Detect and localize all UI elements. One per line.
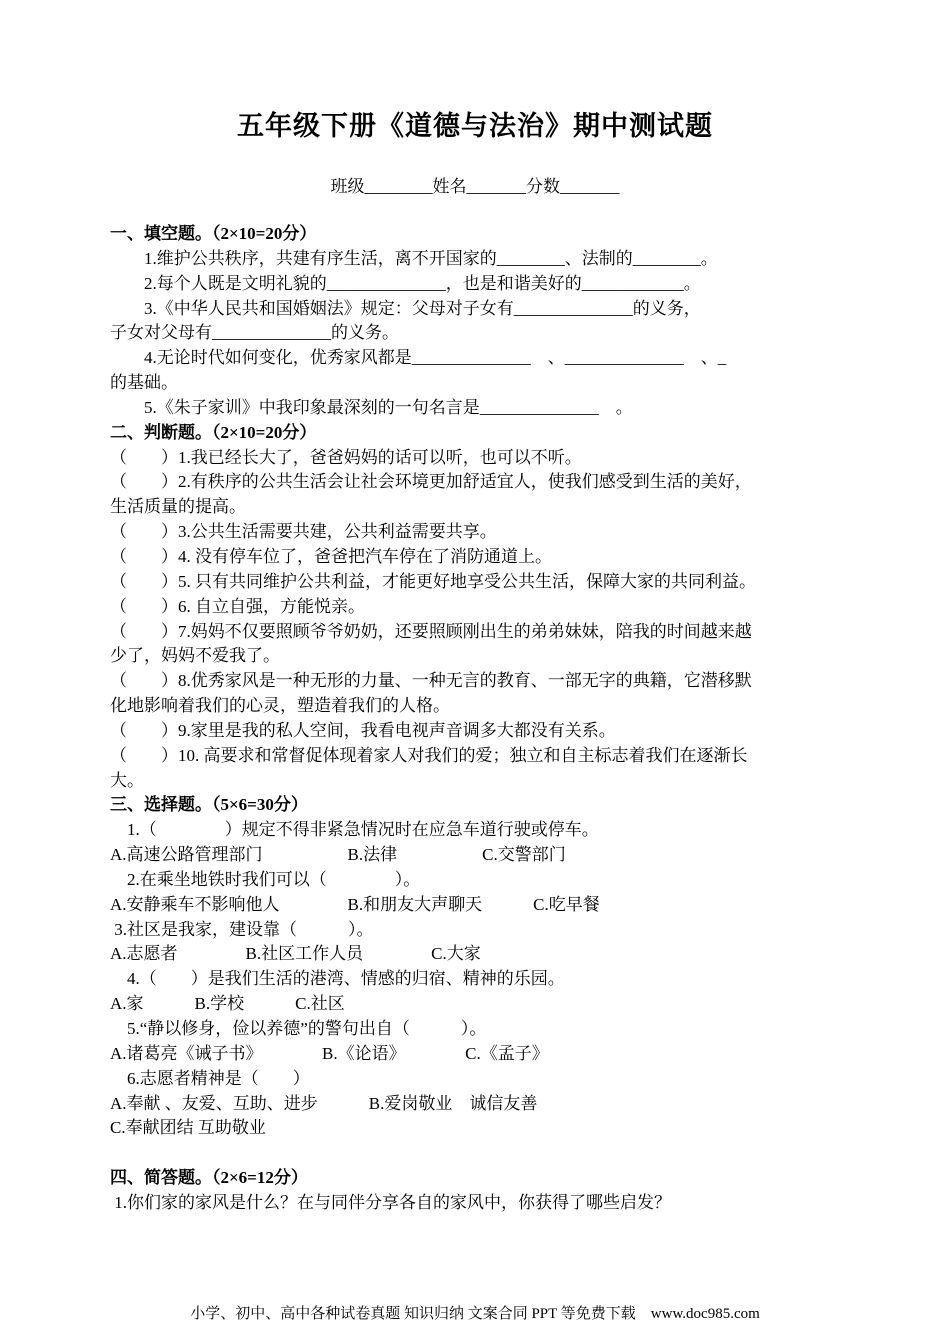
question-line: （ ）8.优秀家风是一种无形的力量、一种无言的教育、一部无字的典籍，它潜移默 — [110, 671, 752, 691]
question-line: 生活质量的提高。 — [110, 497, 246, 517]
question-line: 2.在乘坐地铁时我们可以（ ）。 — [110, 869, 421, 889]
question-line: 1.（ ）规定不得非紧急情况时在应急车道行驶或停车。 — [110, 820, 599, 840]
exam-content — [110, 222, 850, 1216]
question-line: A.家 B.学校 C.社区 — [110, 994, 345, 1014]
question-line: （ ）5. 只有共同维护公共利益，才能更好地享受公共生活，保障大家的共同利益。 — [110, 571, 756, 591]
question-line: （ ）2.有秩序的公共生活会让社会环境更加舒适宜人，使我们感受到生活的美好， — [110, 472, 752, 492]
question-line: 子女对父母有______________的义务。 — [110, 323, 399, 343]
question-line: 3.《中华人民共和国婚姻法》规定：父母对子女有______________的义务， — [110, 298, 701, 318]
question-line: 4.（ ）是我们生活的港湾、情感的归宿、精神的乐园。 — [110, 969, 565, 989]
section-heading: 四、简答题。（2×6=12分） — [110, 1168, 308, 1188]
question-line: （ ）3.公共生活需要共建，公共利益需要共享。 — [110, 522, 497, 542]
question-line: A.高速公路管理部门 B.法律 C.交警部门 — [110, 845, 566, 865]
question-line: （ ）10. 高要求和常督促体现着家人对我们的爱；独立和自主标志着我们在逐渐长 — [110, 745, 748, 765]
question-line: C.奉献团结 互助敬业 — [110, 1118, 266, 1138]
question-line: （ ）9.家里是我的私人空间，我看电视声音调多大都没有关系。 — [110, 720, 616, 740]
question-line: 3.社区是我家，建设靠（ ）。 — [110, 919, 374, 939]
question-line: 1.维护公共秩序，共建有序生活，离不开国家的________、法制的________。 — [110, 248, 718, 268]
question-line: A.志愿者 B.社区工作人员 C.大家 — [110, 944, 481, 964]
student-info-line: 班级________姓名_______分数_______ — [330, 177, 620, 196]
section-heading: 二、判断题。（2×10=20分） — [110, 422, 317, 442]
question-line: A.安静乘车不影响他人 B.和朋友大声聊天 C.吃早餐 — [110, 894, 600, 914]
question-line: 4.无论时代如何变化，优秀家风都是______________ 、______________ 、_ — [110, 348, 727, 368]
question-line: （ ）7.妈妈不仅要照顾爷爷奶奶，还要照顾刚出生的弟弟妹妹，陪我的时间越来越 — [110, 621, 752, 641]
section-heading: 三、选择题。（5×6=30分） — [110, 795, 308, 815]
spacer — [110, 1141, 850, 1166]
question-line: （ ）1.我已经长大了，爸爸妈妈的话可以听，也可以不听。 — [110, 447, 582, 467]
question-line: 的基础。 — [110, 373, 178, 393]
question-line: 1.你们家的家风是什么？在与同伴分享各自的家风中，你获得了哪些启发？ — [110, 1192, 671, 1212]
question-line: 5.《朱子家训》中我印象最深刻的一句名言是______________ 。 — [110, 397, 633, 417]
section-heading: 一、填空题。（2×10=20分） — [110, 224, 317, 243]
question-line: 2.每个人既是文明礼貌的______________，也是和谐美好的____________。 — [110, 273, 701, 293]
footer-text: 小学、初中、高中各种试卷真题 知识归纳 文案合同 PPT 等免费下载 www.doc985.com — [190, 1306, 760, 1322]
question-line: （ ）6. 自立自强，方能悦亲。 — [110, 596, 365, 616]
question-line: 化地影响着我们的心灵，塑造着我们的人格。 — [110, 696, 450, 716]
question-line: 大。 — [110, 770, 144, 790]
question-line: 少了，妈妈不爱我了。 — [110, 646, 280, 666]
question-line: A.奉献 、友爱、互助、进步 B.爱岗敬业 诚信友善 — [110, 1093, 538, 1113]
page-title: 五年级下册《道德与法治》期中测试题 — [237, 111, 713, 141]
question-line: （ ）4. 没有停车位了，爸爸把汽车停在了消防通道上。 — [110, 546, 552, 566]
question-line: 6.志愿者精神是（ ） — [110, 1068, 310, 1088]
question-line: A.诸葛亮《诫子书》 B.《论语》 C.《孟子》 — [110, 1043, 549, 1063]
question-line: 5.“静以修身，俭以养德”的警句出自（ ）。 — [110, 1019, 487, 1038]
